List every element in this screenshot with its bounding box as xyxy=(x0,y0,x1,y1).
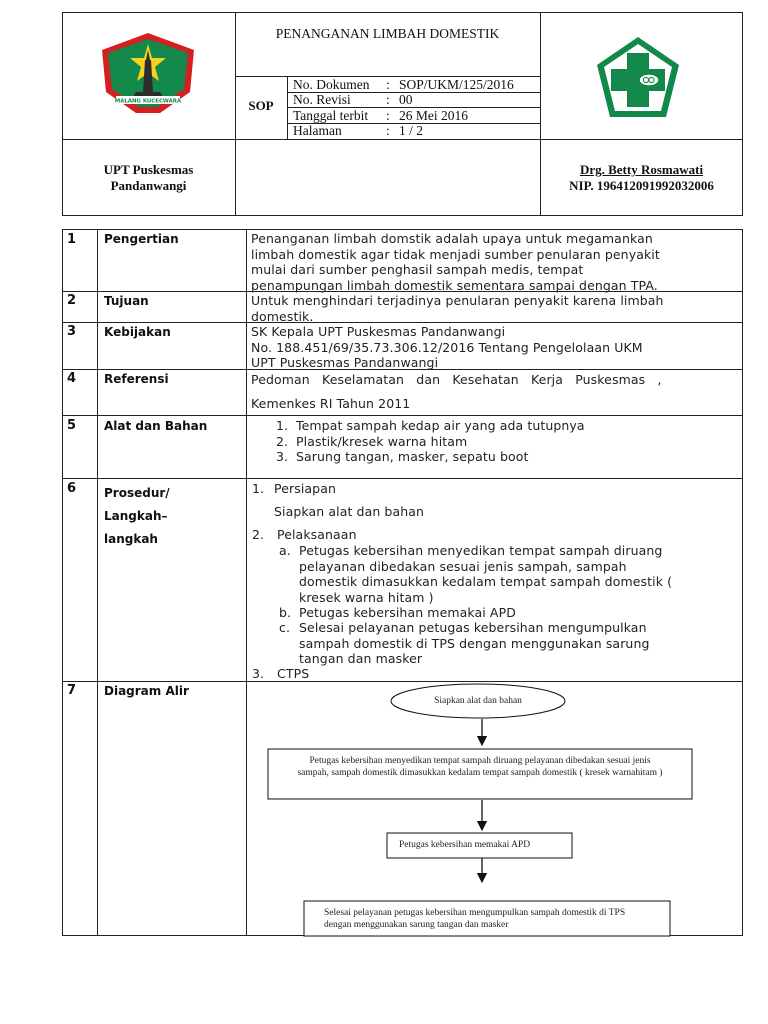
issue-date-value: 26 Mei 2016 xyxy=(399,108,468,123)
referensi-text-line2: Kemenkes RI Tahun 2011 xyxy=(251,396,411,411)
unit-name: UPT Puskesmas Pandanwangi xyxy=(103,162,194,193)
prosedur-step-1: 1. Persiapan xyxy=(252,481,336,496)
tujuan-text: Untuk menghindari terjadinya penularan penyakit karena limbah domestik. xyxy=(251,293,664,324)
sop-label: SOP xyxy=(248,98,274,113)
issue-date-key: Tanggal terbit xyxy=(293,108,369,123)
list-item: 3. Sarung tangan, masker, sepatu boot xyxy=(276,449,529,465)
row-label-referensi: Referensi xyxy=(104,372,169,386)
page-title: PENANGANAN LIMBAH DOMESTIK xyxy=(275,26,500,41)
prosedur-step-2a: a. Petugas kebersihan menyedikan tempat sampah diruang pelayanan dibedakan sesuai jenis sampah, sampah domestik dimasukkan kedalam tempat sampah domestik ( kresek warna hitam ) xyxy=(279,543,673,605)
signer-nip: NIP. 196412091992032006 xyxy=(569,178,714,193)
row-label-alat-bahan: Alat dan Bahan xyxy=(104,419,208,433)
row-label-kebijakan: Kebijakan xyxy=(104,325,171,339)
prosedur-step-1-sub: Siapkan alat dan bahan xyxy=(274,504,425,519)
row-number: 3 xyxy=(67,324,77,339)
list-item: 2. Plastik/kresek warna hitam xyxy=(276,433,468,449)
row-number: 1 xyxy=(67,232,77,247)
flow-start-text: Siapkan alat dan bahan xyxy=(434,696,522,706)
row-label-pengertian: Pengertian xyxy=(104,232,179,246)
list-item: 1. Tempat sampah kedap air yang ada tutupnya xyxy=(276,418,585,433)
row-label-prosedur: Prosedur/ Langkah– langkah xyxy=(104,486,170,546)
revision-key: No. Revisi xyxy=(293,92,351,107)
row-number: 4 xyxy=(67,371,77,386)
prosedur-step-2c: c. Selesai pelayanan petugas kebersihan mengumpulkan sampah domestik di TPS dengan menggunakan sarung tangan dan masker xyxy=(279,620,650,667)
revision-value: 00 xyxy=(399,92,413,107)
page-value: 1 / 2 xyxy=(399,123,424,138)
row-number: 7 xyxy=(67,683,77,698)
flow-box1-text: Petugas kebersihan menyedikan tempat sampah diruang pelayanan dibedakan sesuai jenis sampah, sampah domestik dimasukkan kedalam tempat sampah domestik ( kresek warnahitam ) xyxy=(297,756,663,778)
prosedur-step-2b: b. Petugas kebersihan memakai APD xyxy=(279,605,516,620)
row-number: 5 xyxy=(67,418,77,433)
referensi-text-line1: Pedoman Keselamatan dan Kesehatan Kerja Puskesmas , xyxy=(251,372,662,387)
kebijakan-text: SK Kepala UPT Puskesmas Pandanwangi No. 188.451/69/35.73.306.12/2016 Tentang Pengelolaan UKM UPT Puskesmas Pandanwangi xyxy=(251,324,643,371)
doc-number-key: No. Dokumen xyxy=(293,77,370,92)
prosedur-step-3: 3. CTPS xyxy=(252,666,310,681)
flow-box3-text: Selesai pelayanan petugas kebersihan mengumpulkan sampah domestik di TPS dengan menggunakan sarung tangan dan masker xyxy=(324,908,626,930)
svg-text:MALANG KUCECWARA: MALANG KUCECWARA xyxy=(114,98,182,105)
page-key: Halaman xyxy=(293,123,342,138)
row-label-diagram-alir: Diagram Alir xyxy=(104,684,189,698)
prosedur-step-2: 2. Pelaksanaan xyxy=(252,527,357,542)
row-label-tujuan: Tujuan xyxy=(104,294,149,308)
doc-number-value: SOP/UKM/125/2016 xyxy=(399,77,514,92)
flow-box2-text: Petugas kebersihan memakai APD xyxy=(399,840,531,850)
row-number: 6 xyxy=(67,481,77,496)
row-number: 2 xyxy=(67,293,77,308)
pengertian-text: Penanganan limbah domstik adalah upaya untuk megamankan limbah domestik agar tidak menjadi sumber penularan penyakit mulai dari sumber penghasil sampah medis, tempat penampungan limbah domestik sementara sampai dengan TPA. xyxy=(251,231,660,293)
signer-name: Drg. Betty Rosmawati xyxy=(579,162,704,177)
